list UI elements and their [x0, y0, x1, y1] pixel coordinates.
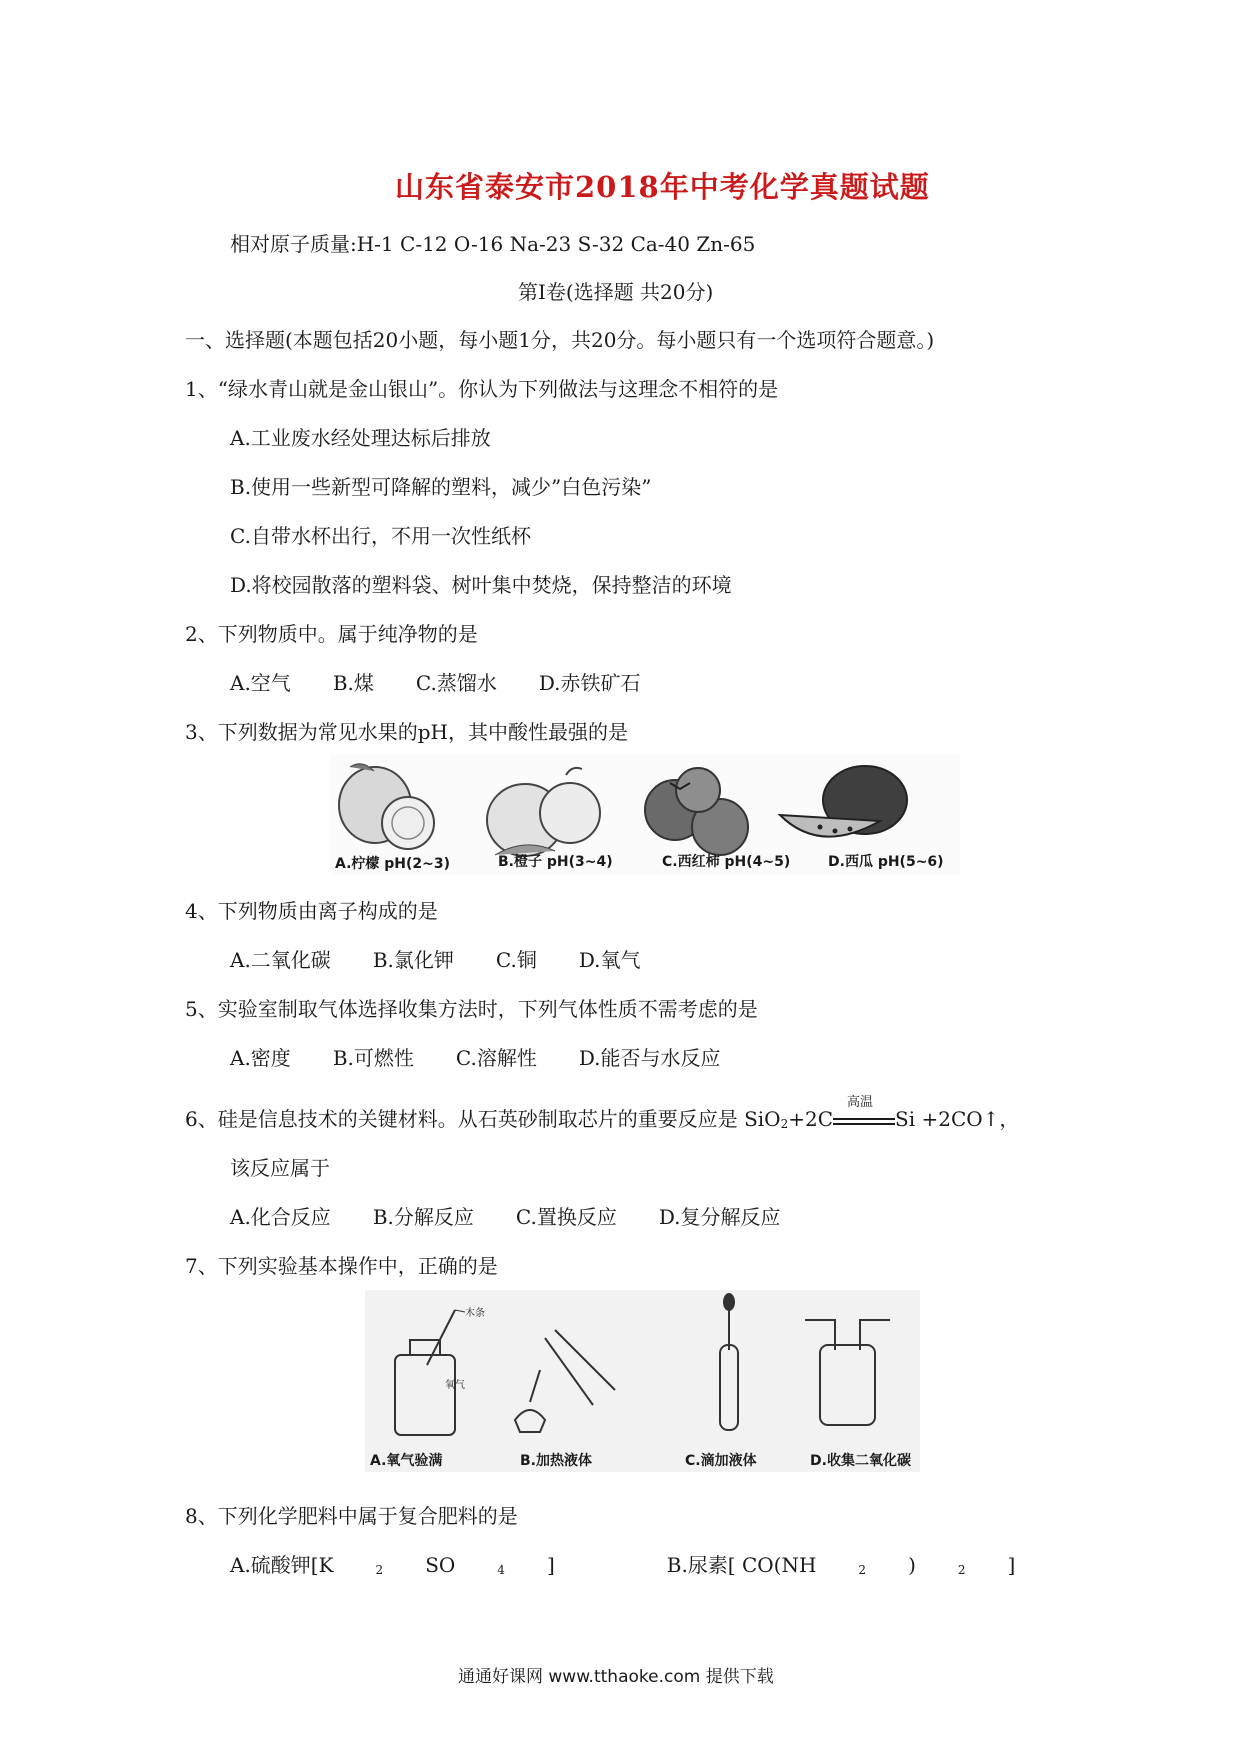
fruit-label-b: B.橙子 pH(3~4) [498, 854, 613, 870]
q6-stem-continued: 该反应属于 [230, 1156, 330, 1180]
q2-option-b: B.煤 [332, 671, 374, 695]
atomic-mass-line: 相对原子质量:H-1 C-12 O-16 Na-23 S-32 Ca-40 Zn-65 [230, 232, 756, 256]
q6-option-c: C.置换反应 [515, 1205, 617, 1229]
q5-options [230, 1042, 763, 1071]
q5-option-a: A.密度 [230, 1046, 291, 1070]
lab-label-c: C.滴加液体 [685, 1453, 757, 1469]
lab-label-d: D.收集二氧化碳 [810, 1453, 911, 1469]
q1-option-d: D.将校园散落的塑料袋、树叶集中焚烧，保持整洁的环境 [230, 573, 732, 597]
q4-option-b: B.氯化钾 [372, 948, 454, 972]
q2-option-d: D.赤铁矿石 [538, 671, 641, 695]
lab-label-b: B.加热液体 [520, 1453, 592, 1469]
q6-option-d: D.复分解反应 [658, 1205, 781, 1229]
reaction-condition-arrow [833, 1094, 895, 1131]
q2-option-c: C.蒸馏水 [415, 671, 497, 695]
q1-option-c: C.自带水杯出行，不用一次性纸杯 [230, 524, 531, 548]
lab-illustration [365, 1290, 920, 1472]
annot-wood: 木条 [465, 1308, 485, 1319]
q1-option-a: A.工业废水经处理达标后排放 [230, 426, 491, 450]
collection-bottle-image [805, 1320, 890, 1425]
q6-stem: 6、硅是信息技术的关键材料。从石英砂制取芯片的重要反应是 SiO2+2C 高温 Si +2CO↑， [185, 1103, 1019, 1132]
q1-stem: 1、“绿水青山就是金山银山”。你认为下列做法与这理念不相符的是 [185, 377, 779, 401]
dropper-image [720, 1294, 738, 1430]
q2-stem: 2、下列物质中。属于纯净物的是 [185, 622, 478, 646]
q7-stem: 7、下列实验基本操作中，正确的是 [185, 1254, 498, 1278]
lab-label-a: A.氧气验满 [370, 1453, 443, 1469]
q4-option-c: C.铜 [495, 948, 537, 972]
q4-options [230, 944, 683, 973]
q8-option-b: B.尿素[ CO(NH 2 ) 2 ] [666, 1553, 1016, 1577]
q6-options [230, 1201, 823, 1230]
fruit-label-c: C.西红柿 pH(4~5) [662, 854, 791, 870]
q2-option-a: A.空气 [230, 671, 291, 695]
q6-option-a: A.化合反应 [230, 1205, 331, 1229]
part-heading: 第Ⅰ卷(选择题 共20分) [518, 280, 714, 304]
lemon-image [339, 764, 434, 849]
q8-stem: 8、下列化学肥料中属于复合肥料的是 [185, 1504, 518, 1528]
heating-liquid-image [515, 1330, 615, 1432]
annot-oxygen: 氧气 [445, 1380, 465, 1391]
gas-bottle-image [395, 1310, 465, 1435]
footer-credit: 通通好课网 www.tthaoke.com 提供下载 [458, 1667, 774, 1687]
q8-option-a: A.硫酸钾[K 2 SO 4 ] [230, 1553, 555, 1577]
page-title: 山东省泰安市2018年中考化学真题试题 [395, 170, 930, 204]
section-heading: 一、选择题(本题包括20小题，每小题1分，共20分。每小题只有一个选项符合题意。) [185, 328, 935, 352]
q4-option-a: A.二氧化碳 [230, 948, 331, 972]
q5-option-c: C.溶解性 [455, 1046, 537, 1070]
lab-operations-figure [365, 1290, 920, 1472]
watermelon-image [780, 766, 907, 837]
q5-stem: 5、实验室制取气体选择收集方法时，下列气体性质不需考虑的是 [185, 997, 758, 1021]
q4-stem: 4、下列物质由离子构成的是 [185, 899, 438, 923]
orange-image [487, 768, 600, 856]
fruit-figure [330, 755, 960, 875]
q4-option-d: D.氧气 [578, 948, 641, 972]
q1-option-b: B.使用一些新型可降解的塑料，减少”白色污染” [230, 475, 652, 499]
fruit-label-a: A.柠檬 pH(2~3) [335, 856, 451, 872]
q5-option-d: D.能否与水反应 [578, 1046, 721, 1070]
q6-option-b: B.分解反应 [372, 1205, 474, 1229]
q8-options [230, 1549, 1099, 1578]
tomato-image [645, 768, 748, 855]
reaction-condition: 高温 [847, 1094, 874, 1110]
q2-options [230, 667, 683, 696]
fruit-label-d: D.西瓜 pH(5~6) [828, 854, 944, 870]
q5-option-b: B.可燃性 [332, 1046, 414, 1070]
q3-stem: 3、下列数据为常见水果的pH，其中酸性最强的是 [185, 720, 628, 744]
